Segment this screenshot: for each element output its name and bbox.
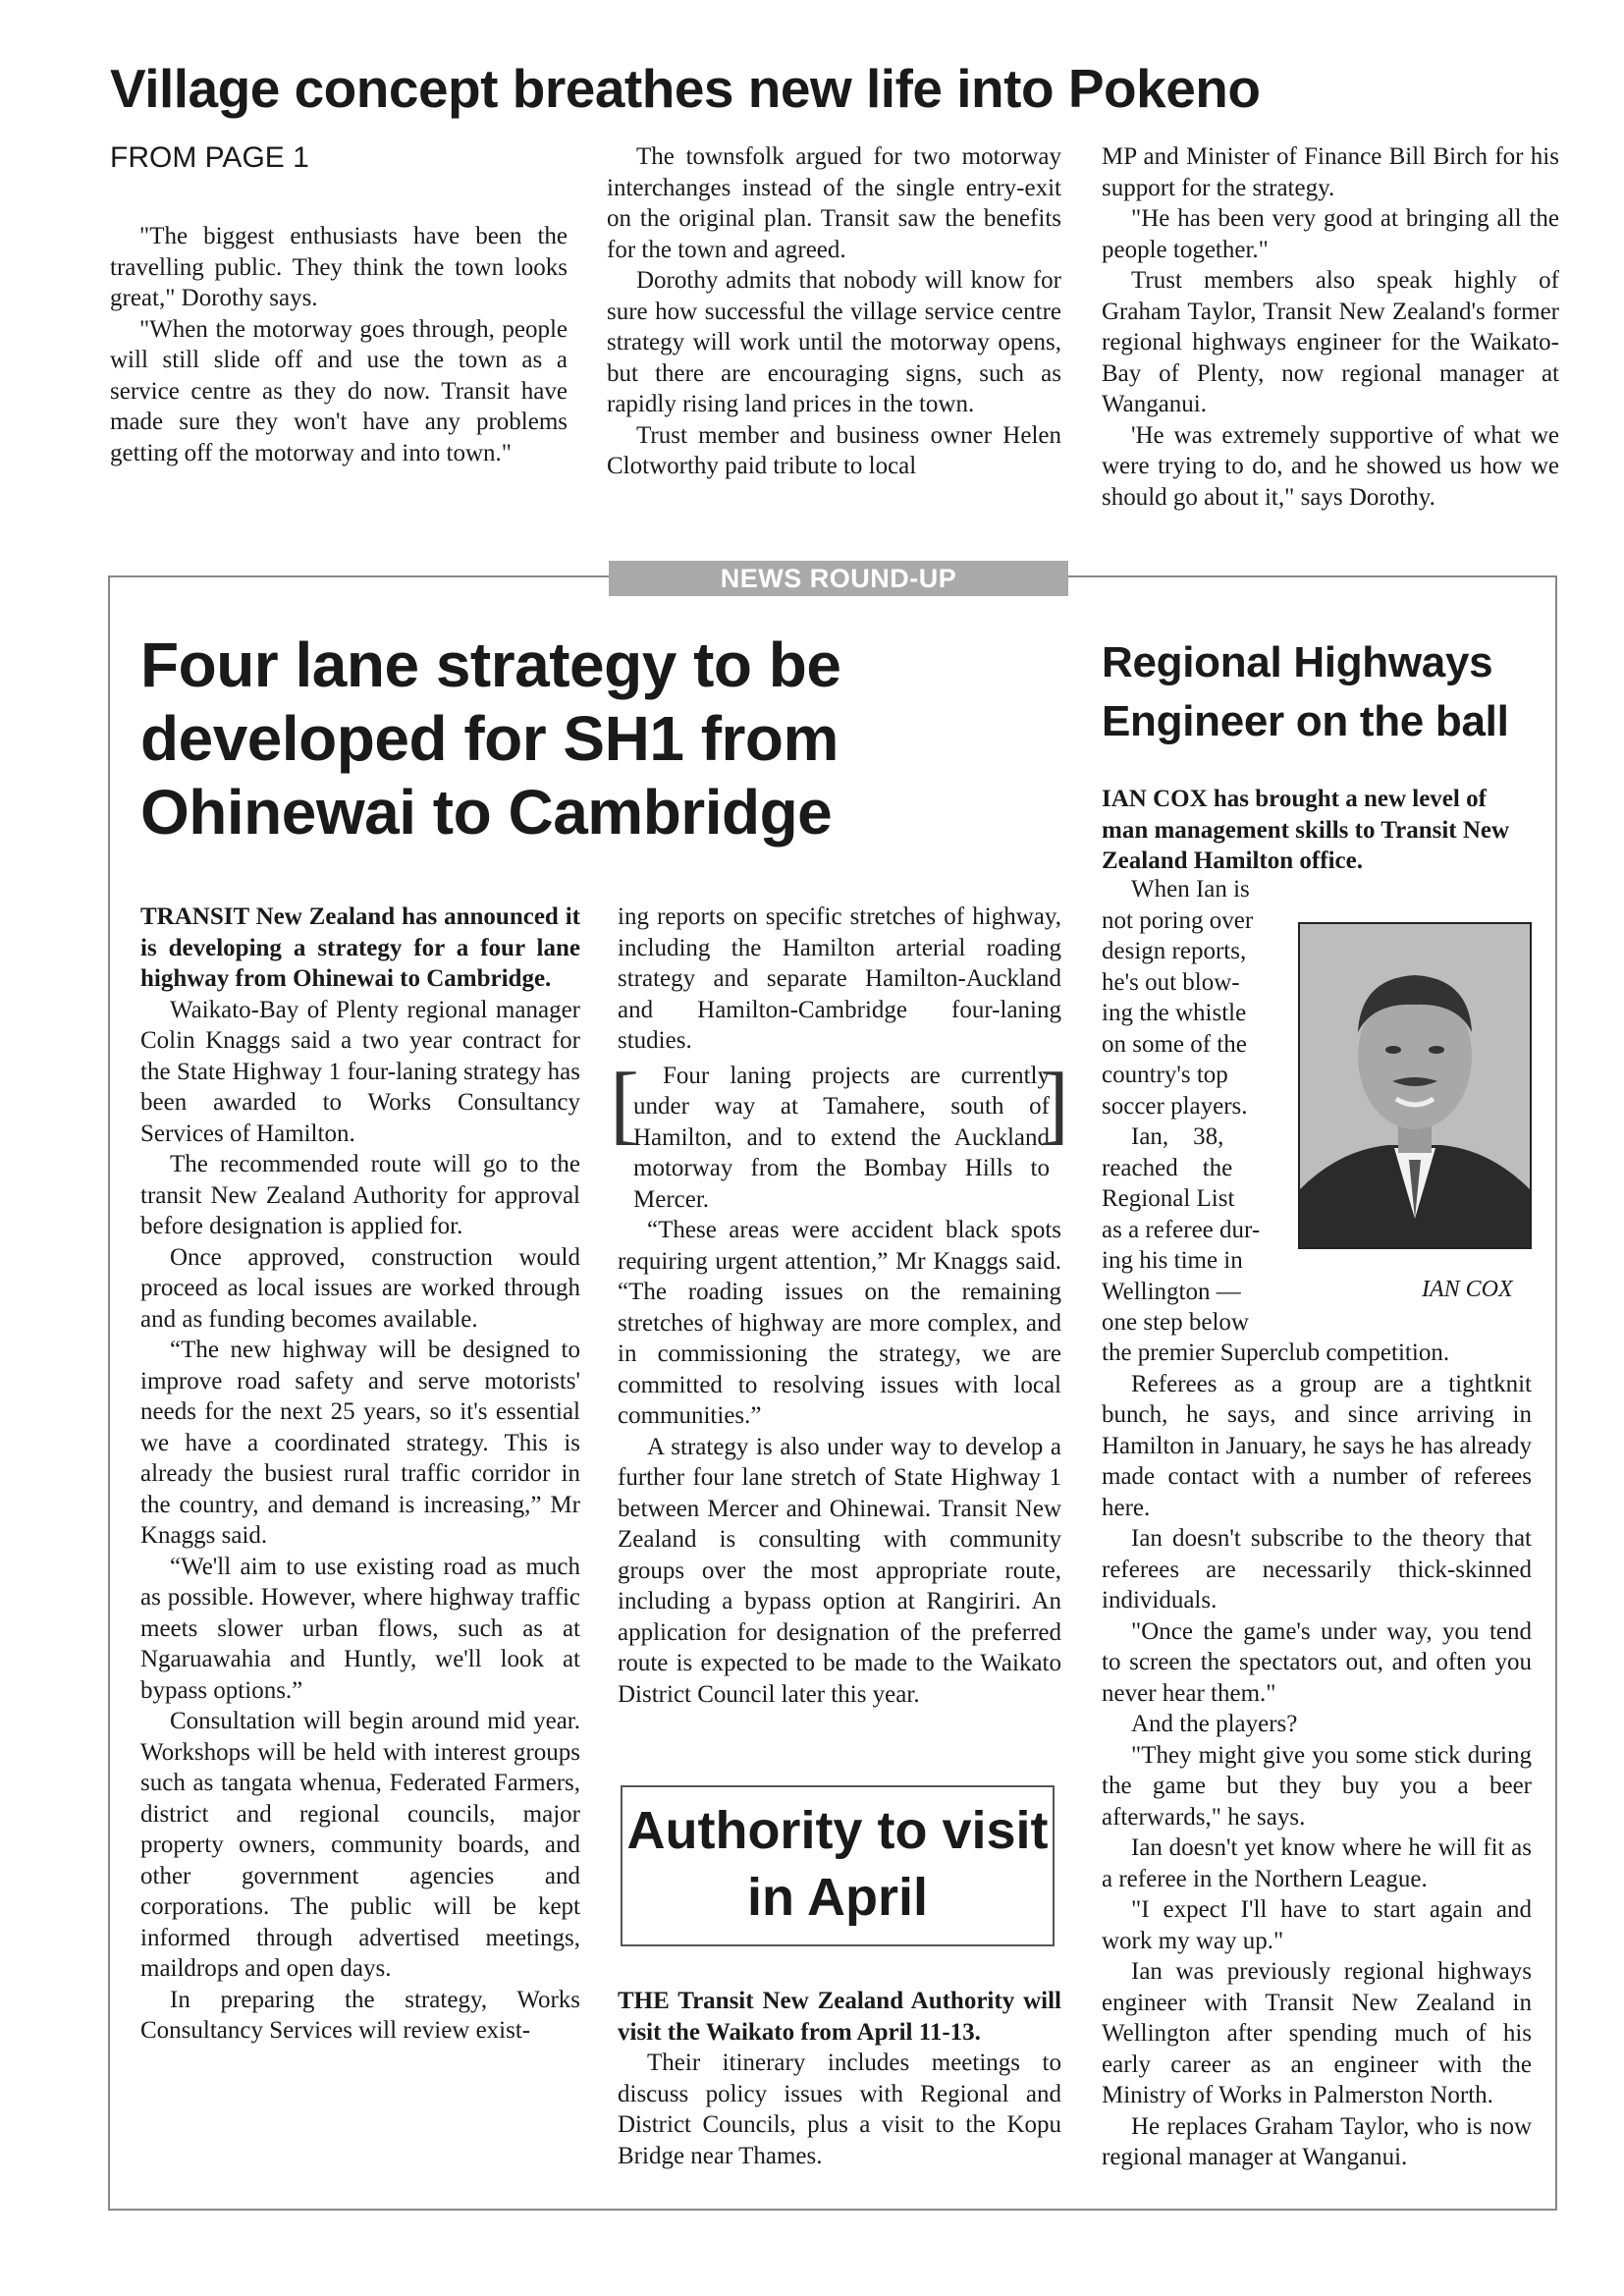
paragraph: Four laning projects are currently under way at Tamahere, south of Hamilton, and to extend the Auckland motorway from the Bombay Hills to Mercer. xyxy=(633,1062,1050,1213)
section-banner: NEWS ROUND-UP xyxy=(609,561,1068,596)
paragraph: MP and Minister of Finance Bill Birch for his support for the strategy. xyxy=(1102,143,1559,201)
text-line: Ian, 38, xyxy=(1131,1123,1224,1150)
regional-wrap-text xyxy=(1102,874,1283,1339)
article-lead: THE Transit New Zealand Authority will visit the Waikato from April 11-13. xyxy=(618,1988,1061,2046)
paragraph: 'He was extremely supportive of what we were trying to do, and he showed us how we should go about it," says Dorothy. xyxy=(1102,421,1559,511)
text-line: When Ian is xyxy=(1131,876,1250,902)
paragraph: "The biggest enthusiasts have been the travelling public. They think the town looks great," Dorothy says. xyxy=(110,223,568,311)
text-line: on some of the xyxy=(1102,1030,1247,1058)
regional-lead xyxy=(1102,784,1532,877)
authority-body xyxy=(618,1986,1061,2171)
paragraph: “The new highway will be designed to improve road safety and serve motorists' needs for the next 25 years, so it's essential we have a coordinated strategy. This is already the busiest rural traffic corridor in the country, and demand is increasing,” Mr Knaggs said. xyxy=(140,1337,580,1549)
text-line: soccer players. xyxy=(1102,1092,1248,1120)
regional-column xyxy=(1102,1338,1532,2173)
article-lead: TRANSIT New Zealand has announced it is developing a strategy for a four lane highway from Ohinewai to Cambridge. xyxy=(140,903,580,992)
from-page-label: FROM PAGE 1 xyxy=(110,141,309,174)
paragraph: A strategy is also under way to develop a further four lane stretch of State Highway 1 between Mercer and Ohinewai. Transit New Zealand is consulting with community groups over the most appropriate route, including a bypass option at Rangiriri. An application for designation of the preferred route is expected to be made to the Waikato District Council later this year. xyxy=(618,1433,1061,1708)
photo-caption: IAN COX xyxy=(1422,1277,1513,1302)
paragraph: Waikato-Bay of Plenty regional manager Colin Knaggs said a two year contract for the State Highway 1 four-laning strategy has been awarded to Works Consultancy Services of Hamilton. xyxy=(140,996,580,1147)
text-line: ing the whistle xyxy=(1102,1000,1247,1026)
text-line: he's out blow- xyxy=(1102,968,1240,996)
bracketed-note xyxy=(610,1055,1069,1216)
four-lane-headline: Four lane strategy to be developed for SH1 from Ohinewai to Cambridge xyxy=(140,629,841,847)
paragraph: “These areas were accident black spots requiring urgent attention,” Mr Knaggs said. “The roading issues on the remaining stretches of highway are more complex, and in commissioning the strategy, we are committed to resolving issues with local communities.” xyxy=(618,1217,1061,1429)
paragraph: ing reports on specific stretches of highway, including the Hamilton arterial roading strategy and separate Hamilton-Auckland and Hamilton-Cambridge four-laning studies. xyxy=(618,903,1061,1054)
text-line: as a referee dur- xyxy=(1102,1216,1261,1243)
paragraph: "They might give you some stick during the game but they buy you a beer afterwards," he says. xyxy=(1102,1741,1532,1831)
top-article-column-3 xyxy=(1102,141,1559,513)
top-article-column-1 xyxy=(110,221,568,468)
paragraph: And the players? xyxy=(1131,1711,1298,1737)
right-bracket-mark: ] xyxy=(1040,1055,1069,1153)
paragraph: Ian was previously regional highways engineer with Transit New Zealand in Wellington after spending much of his early career as an engineer with the Ministry of Works in Palmerston North. xyxy=(1102,1958,1532,2108)
left-bracket-mark: [ xyxy=(610,1055,639,1153)
paragraph: Consultation will begin around mid year. Workshops will be held with interest groups such as tangata whenua, Federated Farmers, district and regional councils, major property owners, community boards, and other government agencies and corporations. The public will be kept informed through advertised meetings, maildrops and open days. xyxy=(140,1708,580,1982)
paragraph: "I expect I'll have to start again and work my way up." xyxy=(1102,1896,1532,1954)
text-line: ing his time in xyxy=(1102,1247,1243,1274)
paragraph: Once approved, construction would proceed as local issues are worked through and as funding becomes available. xyxy=(140,1243,580,1333)
top-article-column-2 xyxy=(607,141,1061,482)
paragraph: In preparing the strategy, Works Consultancy Services will review exist- xyxy=(140,1986,580,2044)
paragraph: “We'll aim to use existing road as much as possible. However, where highway traffic meets slower urban flows, such as at Ngaruawahia and Huntly, we'll look at bypass options.” xyxy=(140,1553,580,1704)
paragraph: the premier Superclub competition. xyxy=(1102,1339,1450,1366)
paragraph: "Once the game's under way, you tend to screen the spectators out, and often you never hear them." xyxy=(1102,1617,1532,1707)
paragraph: Trust member and business owner Helen Clotworthy paid tribute to local xyxy=(607,421,1061,479)
paragraph: Trust members also speak highly of Graham Taylor, Transit New Zealand's former regional highways engineer for the Waikato-Bay of Plenty, now regional manager at Wanganui. xyxy=(1102,267,1559,417)
paragraph: The recommended route will go to the transit New Zealand Authority for approval before designation is applied for. xyxy=(140,1151,580,1239)
text-line: country's top xyxy=(1102,1062,1228,1088)
paragraph: Ian doesn't subscribe to the theory that referees are necessarily thick-skinned individuals. xyxy=(1102,1525,1532,1613)
regional-headline: Regional Highways Engineer on the ball xyxy=(1102,638,1509,745)
paragraph: Dorothy admits that nobody will know for sure how successful the village service centre strategy will work until the motorway opens, but there are encouraging signs, such as rapidly rising land prices in the town. xyxy=(607,267,1061,417)
portrait-illustration xyxy=(1300,924,1530,1247)
paragraph: "When the motorway goes through, people will still slide off and use the town as a service centre as they do now. Transit have made sure they won't have any problems getting off the motorway and into town." xyxy=(110,315,568,466)
text-line: one step below xyxy=(1102,1309,1249,1336)
text-line: Wellington — xyxy=(1102,1278,1241,1305)
paragraph: "He has been very good at bringing all the people together." xyxy=(1102,205,1559,263)
page-title: Village concept breathes new life into Pokeno xyxy=(110,58,1261,119)
text-line: reached the xyxy=(1102,1154,1233,1181)
paragraph: Ian doesn't yet know where he will fit as a referee in the Northern League. xyxy=(1102,1834,1532,1892)
article-lead: IAN COX has brought a new level of man management skills to Transit New Zealand Hamilton office. xyxy=(1102,786,1510,874)
text-line: Regional List xyxy=(1102,1185,1235,1212)
text-line: not poring over xyxy=(1102,906,1254,934)
four-lane-column-2 xyxy=(610,902,1069,1710)
authority-headline: Authority to visit in April xyxy=(626,1801,1049,1927)
text-line: design reports, xyxy=(1102,938,1247,964)
paragraph: The townsfolk argued for two motorway interchanges instead of the single entry-exit on the original plan. Transit saw the benefits for the town and agreed. xyxy=(607,143,1061,263)
paragraph: Their itinerary includes meetings to discuss policy issues with Regional and District Councils, plus a visit to the Kopu Bridge near Thames. xyxy=(618,2050,1061,2169)
paragraph: Referees as a group are a tightknit bunch, he says, and since arriving in Hamilton in January, he says he has already made contact with a number of referees here. xyxy=(1102,1370,1532,1521)
paragraph: He replaces Graham Taylor, who is now regional manager at Wanganui. xyxy=(1102,2112,1532,2170)
ian-cox-photo xyxy=(1298,922,1532,1249)
four-lane-column-1 xyxy=(140,902,580,2047)
